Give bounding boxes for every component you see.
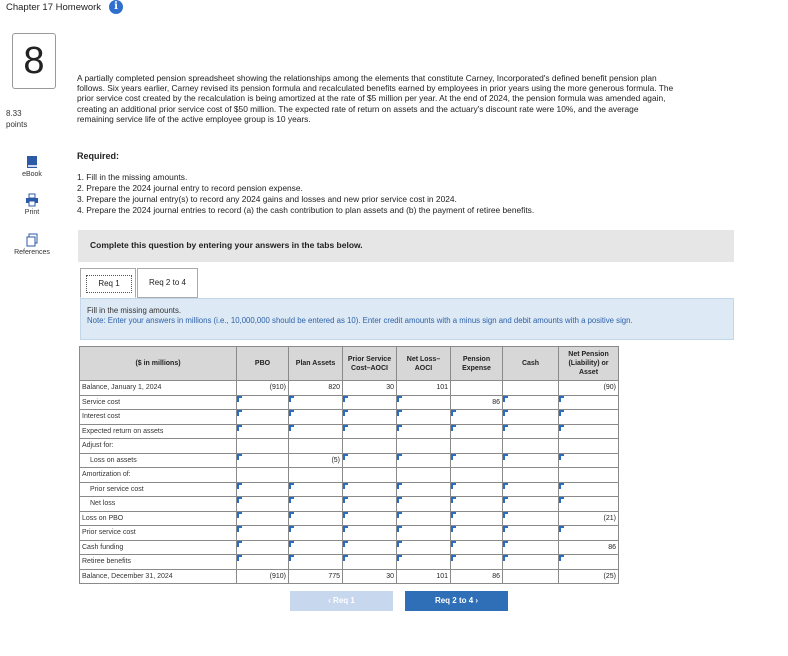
column-header: Prior Service Cost–AOCI (343, 347, 397, 381)
answer-input-cell[interactable] (237, 555, 289, 570)
answer-input-cell[interactable] (451, 410, 503, 425)
column-header: Net Loss–AOCI (397, 347, 451, 381)
answer-input-cell[interactable] (503, 555, 559, 570)
row-label: Balance, December 31, 2024 (80, 569, 237, 584)
value-cell (397, 439, 451, 454)
value-cell: 30 (343, 381, 397, 396)
instructions-text: Fill in the missing amounts. (87, 306, 182, 315)
references-label: References (14, 249, 50, 256)
value-cell (397, 468, 451, 483)
value-cell: (5) (289, 453, 343, 468)
answer-input-cell[interactable] (503, 526, 559, 541)
answer-input-cell[interactable] (451, 453, 503, 468)
value-cell: 86 (559, 540, 619, 555)
tab-req-2-to-4[interactable]: Req 2 to 4 (137, 268, 198, 298)
tab-req-1[interactable] (80, 268, 136, 298)
answer-input-cell[interactable] (559, 424, 619, 439)
answer-input-cell[interactable] (559, 482, 619, 497)
table-row (80, 424, 619, 439)
row-label: Retiree benefits (80, 555, 237, 570)
answer-input-cell[interactable] (397, 555, 451, 570)
value-cell: 30 (343, 569, 397, 584)
answer-input-cell[interactable] (237, 482, 289, 497)
answer-input-cell[interactable] (397, 453, 451, 468)
answer-input-cell[interactable] (237, 453, 289, 468)
value-cell (503, 569, 559, 584)
row-label: Cash funding (80, 540, 237, 555)
required-item: 3. Prepare the journal entry(s) to record any 2024 gains and losses and new prior service cost in 2024. (77, 194, 457, 204)
copy-icon (25, 233, 39, 247)
row-label: Service cost (80, 395, 237, 410)
answer-input-cell[interactable] (289, 395, 343, 410)
answer-input-cell[interactable] (397, 511, 451, 526)
answer-input-cell[interactable] (289, 424, 343, 439)
header-bar (0, 0, 788, 16)
table-header-row (80, 347, 619, 381)
answer-input-cell[interactable] (289, 482, 343, 497)
value-cell: (910) (237, 381, 289, 396)
value-cell: (90) (559, 381, 619, 396)
table-row (80, 569, 619, 584)
answer-input-cell[interactable] (343, 497, 397, 512)
table-row (80, 468, 619, 483)
answer-input-cell[interactable] (289, 526, 343, 541)
value-cell: 101 (397, 569, 451, 584)
value-cell (343, 439, 397, 454)
value-cell (237, 468, 289, 483)
references-button[interactable] (2, 233, 62, 256)
answer-input-cell[interactable] (451, 540, 503, 555)
table-row (80, 453, 619, 468)
answer-input-cell[interactable] (503, 424, 559, 439)
print-button[interactable] (2, 193, 62, 216)
points-label (6, 108, 27, 130)
answer-input-cell[interactable] (451, 511, 503, 526)
answer-input-cell[interactable] (503, 511, 559, 526)
answer-input-cell[interactable] (559, 497, 619, 512)
value-cell: 86 (451, 569, 503, 584)
value-cell: 86 (451, 395, 503, 410)
answer-input-cell[interactable] (559, 526, 619, 541)
value-cell (559, 439, 619, 454)
points-value: 8.33 (6, 109, 22, 118)
next-tab-button[interactable]: Req 2 to 4 › (405, 591, 508, 611)
answer-input-cell[interactable] (237, 424, 289, 439)
answer-input-cell[interactable] (343, 482, 397, 497)
required-item: 1. Fill in the missing amounts. (77, 172, 188, 182)
answer-input-cell[interactable] (237, 410, 289, 425)
answer-input-cell[interactable] (237, 511, 289, 526)
banner-text: Complete this question by entering your answers in the tabs below. (90, 240, 363, 250)
column-header: Plan Assets (289, 347, 343, 381)
value-cell (503, 381, 559, 396)
answer-input-cell[interactable] (397, 410, 451, 425)
answer-input-cell[interactable] (397, 424, 451, 439)
answer-input-cell[interactable] (451, 526, 503, 541)
value-cell: (910) (237, 569, 289, 584)
answer-input-cell[interactable] (343, 555, 397, 570)
answer-input-cell[interactable] (451, 482, 503, 497)
answer-input-cell[interactable] (503, 410, 559, 425)
value-cell: (21) (559, 511, 619, 526)
assignment-title: Chapter 17 Homework (6, 2, 102, 13)
answer-input-cell[interactable] (343, 424, 397, 439)
answer-input-cell[interactable] (289, 497, 343, 512)
answer-input-cell[interactable] (397, 482, 451, 497)
instructions-box (80, 298, 734, 340)
row-label: Net loss (80, 497, 237, 512)
table-row (80, 395, 619, 410)
answer-input-cell[interactable] (343, 526, 397, 541)
row-label: Loss on PBO (80, 511, 237, 526)
book-icon (25, 155, 39, 169)
row-label: Balance, January 1, 2024 (80, 381, 237, 396)
value-cell (559, 468, 619, 483)
tab-label: Req 1 (86, 275, 132, 293)
question-prompt: A partially completed pension spreadsheet showing the relationships among the elements that constitute Carney, Incorporated's defined benefit pension plan follows. Six years earlier, Carney revised its pension formula and recalculated benefits earned by employees in prior years using the more generous formula. The prior service cost created by the recalculation is being amortized at the rate of $5 million per year. At the end of 2024, the pension formula was amended again, creating an additional prior service cost of $50 million. The expected rate of return on assets and the actuary's discount rate were 10%, and the average remaining service life of the active employee group is 10 years. (77, 73, 674, 124)
answer-input-cell[interactable] (451, 497, 503, 512)
column-header: Pension Expense (451, 347, 503, 381)
value-cell (289, 439, 343, 454)
answer-input-cell[interactable] (397, 526, 451, 541)
value-cell (451, 381, 503, 396)
table-row (80, 540, 619, 555)
row-label: Loss on assets (80, 453, 237, 468)
instructions-note: Note: Enter your answers in millions (i.e., 10,000,000 should be entered as 10). Enter credit amounts with a minus sign and debit amounts with a positive sign. (87, 316, 633, 325)
answer-input-cell[interactable] (343, 410, 397, 425)
answer-input-cell[interactable] (451, 555, 503, 570)
required-list (77, 172, 534, 216)
value-cell (503, 468, 559, 483)
ebook-label: eBook (22, 171, 42, 178)
print-label: Print (24, 209, 40, 216)
answer-input-cell[interactable] (503, 540, 559, 555)
required-item: 2. Prepare the 2024 journal entry to record pension expense. (77, 183, 303, 193)
table-row (80, 511, 619, 526)
value-cell: (25) (559, 569, 619, 584)
printer-icon (25, 193, 39, 207)
row-label: Prior service cost (80, 482, 237, 497)
answer-input-cell[interactable] (559, 555, 619, 570)
answer-input-cell[interactable] (397, 540, 451, 555)
tabs-banner (78, 230, 734, 262)
value-cell (451, 468, 503, 483)
answer-input-cell[interactable] (237, 540, 289, 555)
answer-input-cell[interactable] (503, 497, 559, 512)
answer-input-cell[interactable] (289, 555, 343, 570)
table-row (80, 381, 619, 396)
answer-input-cell[interactable] (237, 526, 289, 541)
answer-input-cell[interactable] (503, 482, 559, 497)
table-row (80, 482, 619, 497)
value-cell (343, 468, 397, 483)
ebook-button[interactable] (2, 155, 62, 178)
value-cell (503, 439, 559, 454)
row-label: Expected return on assets (80, 424, 237, 439)
value-cell: 101 (397, 381, 451, 396)
value-cell: 820 (289, 381, 343, 396)
answer-input-cell[interactable] (237, 497, 289, 512)
answer-input-cell[interactable] (559, 453, 619, 468)
column-header: PBO (237, 347, 289, 381)
column-header: ($ in millions) (80, 347, 237, 381)
row-label: Prior service cost (80, 526, 237, 541)
table-row (80, 410, 619, 425)
answer-input-cell[interactable] (397, 497, 451, 512)
answer-input-cell[interactable] (343, 395, 397, 410)
points-text: points (6, 120, 28, 129)
answer-input-cell[interactable] (289, 410, 343, 425)
answer-input-cell[interactable] (343, 453, 397, 468)
required-heading: Required: (77, 151, 120, 161)
answer-input-cell[interactable] (237, 395, 289, 410)
answer-input-cell[interactable] (397, 395, 451, 410)
answer-input-cell[interactable] (451, 424, 503, 439)
question-number: 8 (12, 33, 56, 89)
column-header: Cash (503, 347, 559, 381)
table-row (80, 555, 619, 570)
answer-input-cell[interactable] (343, 540, 397, 555)
table-row (80, 497, 619, 512)
table-row (80, 439, 619, 454)
value-cell (451, 439, 503, 454)
required-item: 4. Prepare the 2024 journal entries to record (a) the cash contribution to plan assets and (b) the payment of retiree benefits. (77, 205, 535, 215)
value-cell: 775 (289, 569, 343, 584)
row-label: Amortization of: (80, 468, 237, 483)
table-row (80, 526, 619, 541)
answer-input-cell[interactable] (343, 511, 397, 526)
column-header: Net Pension (Liability) or Asset (559, 347, 619, 381)
value-cell (289, 468, 343, 483)
answer-input-cell[interactable] (289, 511, 343, 526)
row-label: Adjust for: (80, 439, 237, 454)
pension-spreadsheet (79, 346, 619, 584)
answer-input-cell[interactable] (289, 540, 343, 555)
row-label: Interest cost (80, 410, 237, 425)
info-icon[interactable]: i (109, 0, 123, 14)
answer-input-cell[interactable] (503, 395, 559, 410)
answer-input-cell[interactable] (503, 453, 559, 468)
value-cell (237, 439, 289, 454)
answer-input-cell[interactable] (559, 410, 619, 425)
prev-tab-button[interactable]: ‹ Req 1 (290, 591, 393, 611)
answer-input-cell[interactable] (559, 395, 619, 410)
